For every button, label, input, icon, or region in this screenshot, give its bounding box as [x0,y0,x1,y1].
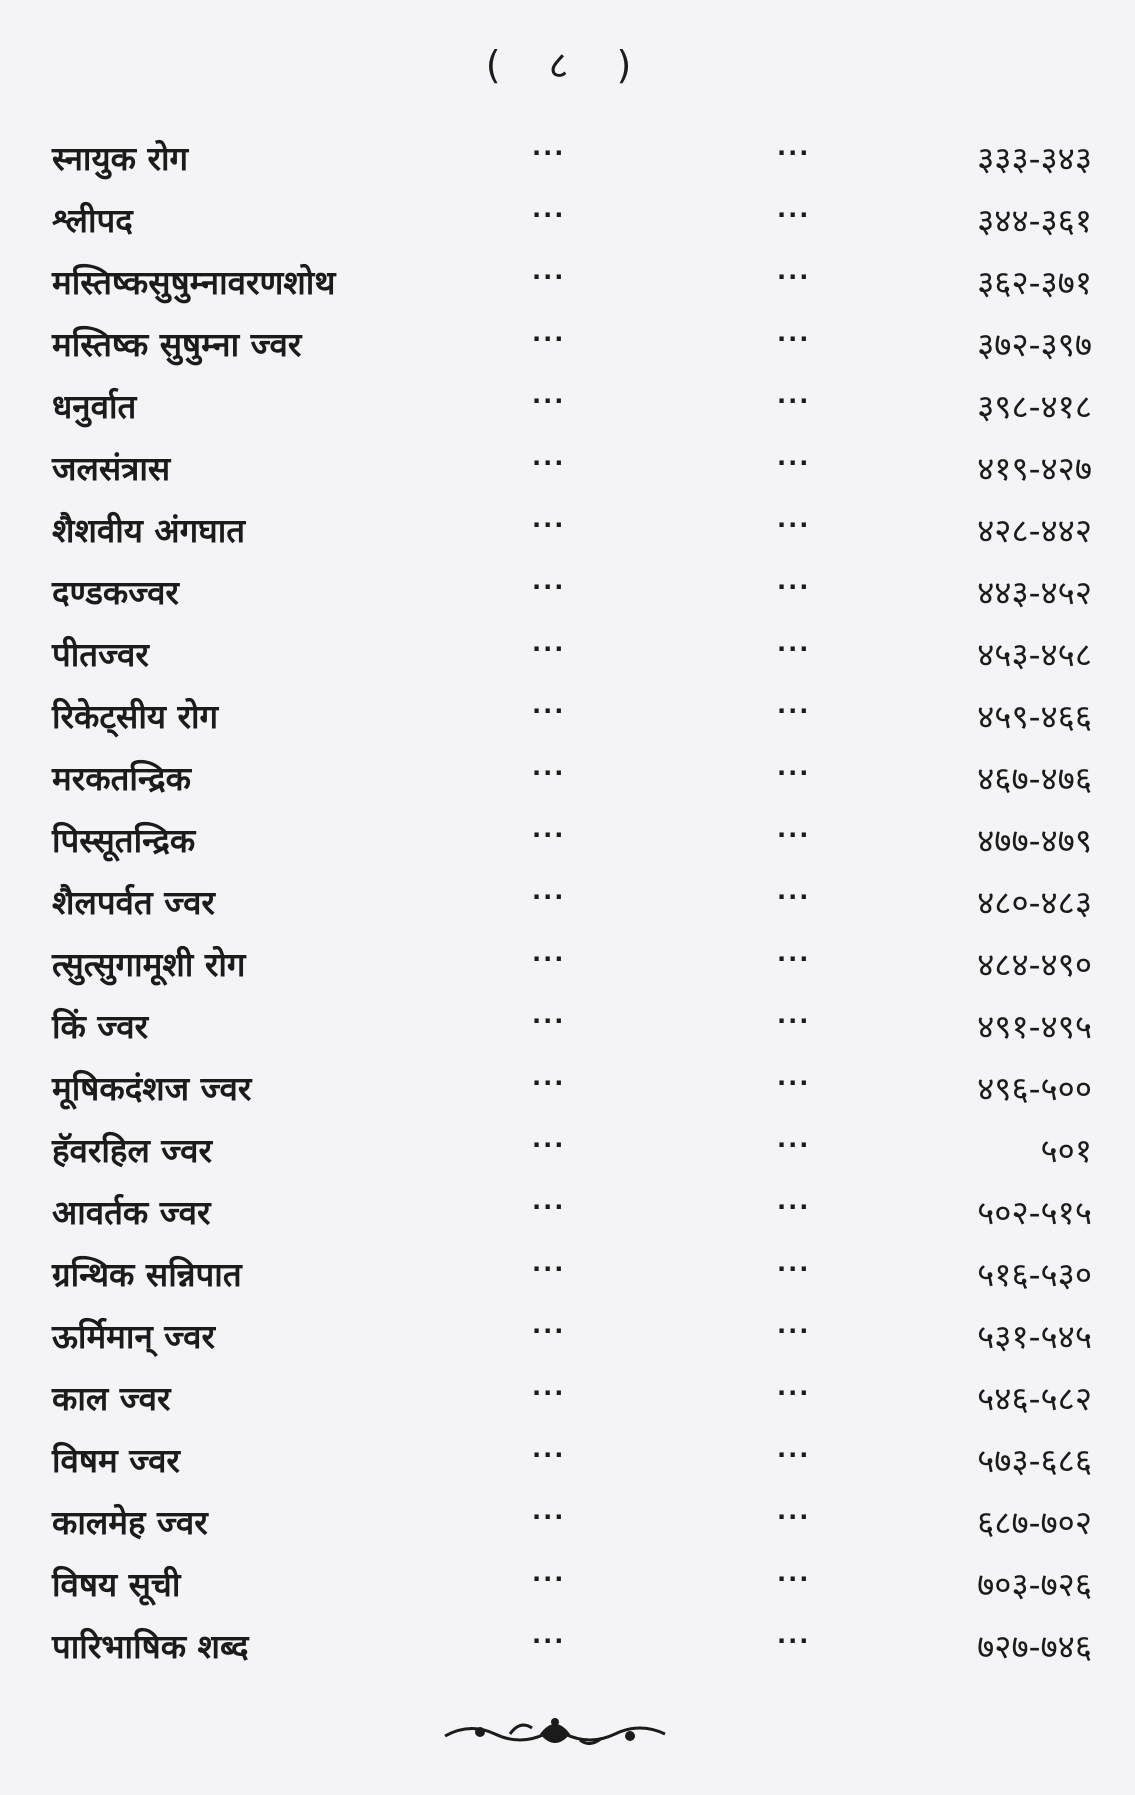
toc-leader-dots: ··· [532,821,566,849]
toc-entry-title: त्सुत्सुगामूशी रोग [52,945,246,984]
toc-entry [52,996,1092,1058]
toc-leader-dots: ··· [777,821,811,849]
toc-entry-title: मस्तिष्क सुषुम्ना ज्वर [52,325,302,364]
toc-leader-dots: ··· [532,945,566,973]
toc-entry-pages: ३३३-३४३ [977,139,1092,178]
toc-entry-title: ऊर्मिमान् ज्वर [52,1317,215,1356]
toc-entry-title: शैशवीय अंगघात [52,511,246,550]
toc-leader-dots: ··· [777,697,811,725]
toc-leader-dots: ··· [777,1255,811,1283]
toc-entry-title: कालमेह ज्वर [52,1503,208,1542]
toc-leader-dots: ··· [777,1441,811,1469]
toc-entry [52,810,1092,872]
toc-leader-dots: ··· [532,1255,566,1283]
toc-leader-dots: ··· [777,1193,811,1221]
toc-leader-dots: ··· [777,883,811,911]
toc-entry-title: मरकतन्द्रिक [52,759,191,798]
toc-leader-dots: ··· [532,1131,566,1159]
toc-leader-dots: ··· [777,1131,811,1159]
toc-entry-pages: ४४३-४५२ [977,573,1092,612]
toc-leader-dots: ··· [532,1503,566,1531]
toc-leader-dots: ··· [777,1627,811,1655]
toc-entry [52,686,1092,748]
toc-entry-pages: ३४४-३६१ [977,201,1092,240]
toc-entry-pages: ६८७-७०२ [977,1503,1092,1542]
toc-entry [52,438,1092,500]
toc-entry [52,624,1092,686]
toc-entry-title: जलसंत्रास [52,449,171,488]
toc-leader-dots: ··· [777,759,811,787]
toc-entry [52,500,1092,562]
toc-leader-dots: ··· [532,1441,566,1469]
toc-entry-title: मूषिकदंशज ज्वर [52,1069,252,1108]
toc-entry-title: काल ज्वर [52,1379,171,1418]
toc-leader-dots: ··· [777,1565,811,1593]
toc-entry-title: हॅवरहिल ज्वर [52,1131,213,1170]
toc-entry-pages: ५४६-५८२ [977,1379,1092,1418]
toc-entry-pages: ५०२-५१५ [977,1193,1092,1232]
toc-leader-dots: ··· [532,697,566,725]
toc-entry [52,252,1092,314]
page-number: ( ८ ) [485,43,650,87]
toc-leader-dots: ··· [532,759,566,787]
toc-entry-pages: ४१९-४२७ [977,449,1092,488]
toc-leader-dots: ··· [777,635,811,663]
toc-entry [52,376,1092,438]
toc-entry [52,1306,1092,1368]
toc-entry-pages: ४९१-४९५ [977,1007,1092,1046]
toc-leader-dots: ··· [532,201,566,229]
toc-entry-pages: ४५३-४५८ [977,635,1092,674]
toc-leader-dots: ··· [532,573,566,601]
toc-leader-dots: ··· [532,139,566,167]
toc-leader-dots: ··· [532,325,566,353]
toc-entry [52,1616,1092,1678]
toc-leader-dots: ··· [777,201,811,229]
toc-entry-pages: ४८०-४८३ [977,883,1092,922]
toc-leader-dots: ··· [532,635,566,663]
toc-entry-pages: ५७३-६८६ [977,1441,1092,1480]
toc-entry-title: शैलपर्वत ज्वर [52,883,215,922]
toc-leader-dots: ··· [777,1503,811,1531]
toc-entry [52,748,1092,810]
toc-entry-pages: ३६२-३७१ [977,263,1092,302]
toc-entry-title: पारिभाषिक शब्द [52,1627,249,1666]
toc-leader-dots: ··· [777,511,811,539]
toc-entry [52,314,1092,376]
toc-leader-dots: ··· [777,325,811,353]
toc-entry [52,1368,1092,1430]
toc-leader-dots: ··· [532,263,566,291]
toc-leader-dots: ··· [777,1379,811,1407]
toc-leader-dots: ··· [777,1317,811,1345]
toc-entry [52,190,1092,252]
toc-leader-dots: ··· [777,449,811,477]
toc-leader-dots: ··· [532,1193,566,1221]
toc-entry-title: स्नायुक रोग [52,139,189,178]
toc-entry-title: दण्डकज्वर [52,573,179,612]
toc-leader-dots: ··· [532,1379,566,1407]
toc-entry-title: पिस्सूतन्द्रिक [52,821,196,860]
toc-leader-dots: ··· [777,573,811,601]
toc-entry [52,872,1092,934]
toc-leader-dots: ··· [532,1627,566,1655]
toc-entry [52,562,1092,624]
toc-entry-pages: ७०३-७२६ [977,1565,1092,1604]
toc-entry [52,1058,1092,1120]
toc-entry-pages: ३९८-४१८ [977,387,1092,426]
toc-entry [52,1554,1092,1616]
toc-leader-dots: ··· [777,387,811,415]
toc-entry [52,128,1092,190]
toc-entry-title: पीतज्वर [52,635,149,674]
toc-leader-dots: ··· [532,1565,566,1593]
toc-leader-dots: ··· [532,449,566,477]
toc-entry-title: विषय सूची [52,1565,181,1604]
toc-entry [52,1244,1092,1306]
floral-ornament-icon [440,1714,670,1754]
toc-leader-dots: ··· [777,1007,811,1035]
toc-leader-dots: ··· [532,387,566,415]
toc-entry-pages: ५०१ [1040,1131,1092,1170]
toc-entry-title: आवर्तक ज्वर [52,1193,211,1232]
toc-leader-dots: ··· [532,883,566,911]
toc-leader-dots: ··· [777,263,811,291]
toc-entry [52,1182,1092,1244]
toc-leader-dots: ··· [532,1069,566,1097]
toc-leader-dots: ··· [777,1069,811,1097]
toc-entry-pages: ४२८-४४२ [977,511,1092,550]
toc-leader-dots: ··· [532,511,566,539]
toc-entry [52,1120,1092,1182]
toc-leader-dots: ··· [777,139,811,167]
toc-entry-pages: ४६७-४७६ [977,759,1092,798]
table-of-contents [52,128,1092,1678]
toc-entry-title: मस्तिष्कसुषुम्नावरणशोथ [52,263,336,302]
toc-leader-dots: ··· [777,945,811,973]
toc-entry [52,1492,1092,1554]
toc-entry-title: विषम ज्वर [52,1441,180,1480]
toc-entry [52,934,1092,996]
toc-entry-title: श्लीपद [52,201,133,240]
toc-entry-pages: ३७२-३९७ [977,325,1092,364]
toc-entry-pages: ५१६-५३० [977,1255,1092,1294]
toc-entry-pages: ४९६-५०० [977,1069,1092,1108]
toc-leader-dots: ··· [532,1317,566,1345]
toc-entry-title: किं ज्वर [52,1007,149,1046]
toc-leader-dots: ··· [532,1007,566,1035]
toc-entry-pages: ५३१-५४५ [977,1317,1092,1356]
toc-entry-title: रिकेट्सीय रोग [52,697,219,736]
toc-entry [52,1430,1092,1492]
toc-entry-pages: ७२७-७४६ [977,1627,1092,1666]
toc-entry-pages: ४८४-४९० [977,945,1092,984]
toc-entry-pages: ४७७-४७९ [977,821,1092,860]
toc-entry-pages: ४५९-४६६ [977,697,1092,736]
toc-entry-title: ग्रन्थिक सन्निपात [52,1255,242,1294]
toc-entry-title: धनुर्वात [52,387,137,426]
